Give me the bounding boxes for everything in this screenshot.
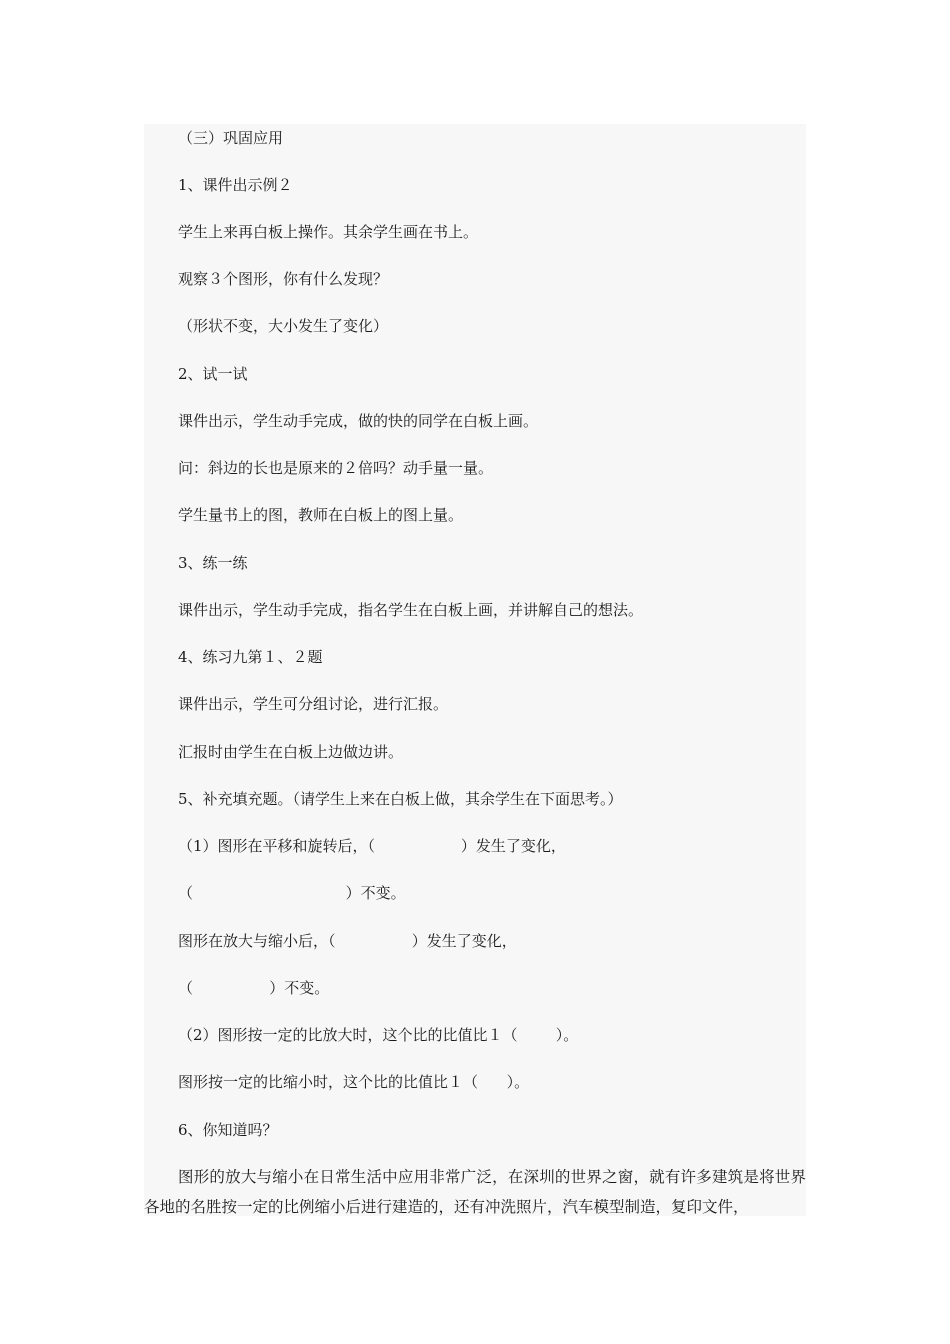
text-line: 汇报时由学生在白板上边做边讲。: [178, 743, 404, 761]
section-heading: （三）巩固应用: [178, 129, 284, 147]
text-line: 观察３个图形，你有什么发现？: [178, 270, 389, 288]
fill-blank-line: （2）图形按一定的比放大时，这个比的比值比１（ ）。: [178, 1026, 579, 1044]
item-5-title: 5、补充填充题。（请学生上来在白板上做，其余学生在下面思考。）: [178, 790, 623, 808]
item-3-title: 3、练一练: [178, 554, 248, 572]
item-2-title: 2、试一试: [178, 365, 248, 383]
item-6-title: 6、你知道吗？: [178, 1121, 278, 1139]
item-4-title: 4、练习九第１、２题: [178, 648, 323, 666]
text-line: 学生量书上的图，教师在白板上的图上量。: [178, 506, 464, 524]
text-line: 课件出示，学生动手完成，指名学生在白板上画，并讲解自己的想法。: [178, 601, 644, 619]
text-line: 问：斜边的长也是原来的２倍吗？动手量一量。: [178, 459, 494, 477]
item-1-title: 1、课件出示例２: [178, 176, 293, 194]
fill-blank-line: 图形按一定的比缩小时，这个比的比值比１（ ）。: [178, 1073, 530, 1091]
closing-paragraph: 图形的放大与缩小在日常生活中应用非常广泛，在深圳的世界之窗，就有许多建筑是将世界各地的名胜按一定的比例缩小后进行建造的，还有冲洗照片，汽车模型制造，复印文件，: [144, 1168, 806, 1216]
text-line: 课件出示，学生动手完成，做的快的同学在白板上画。: [178, 412, 539, 430]
text-line: 课件出示，学生可分组讨论，进行汇报。: [178, 695, 449, 713]
fill-blank-line: （ ）不变。: [178, 979, 330, 997]
fill-blank-line: 图形在放大与缩小后，（ ）发生了变化，: [178, 932, 517, 950]
text-line: 学生上来再白板上操作。其余学生画在书上。: [178, 223, 479, 241]
text-line: （形状不变，大小发生了变化）: [178, 317, 389, 335]
fill-blank-line: （ ）不变。: [178, 884, 406, 902]
fill-blank-line: （1）图形在平移和旋转后，（ ）发生了变化，: [178, 837, 566, 855]
